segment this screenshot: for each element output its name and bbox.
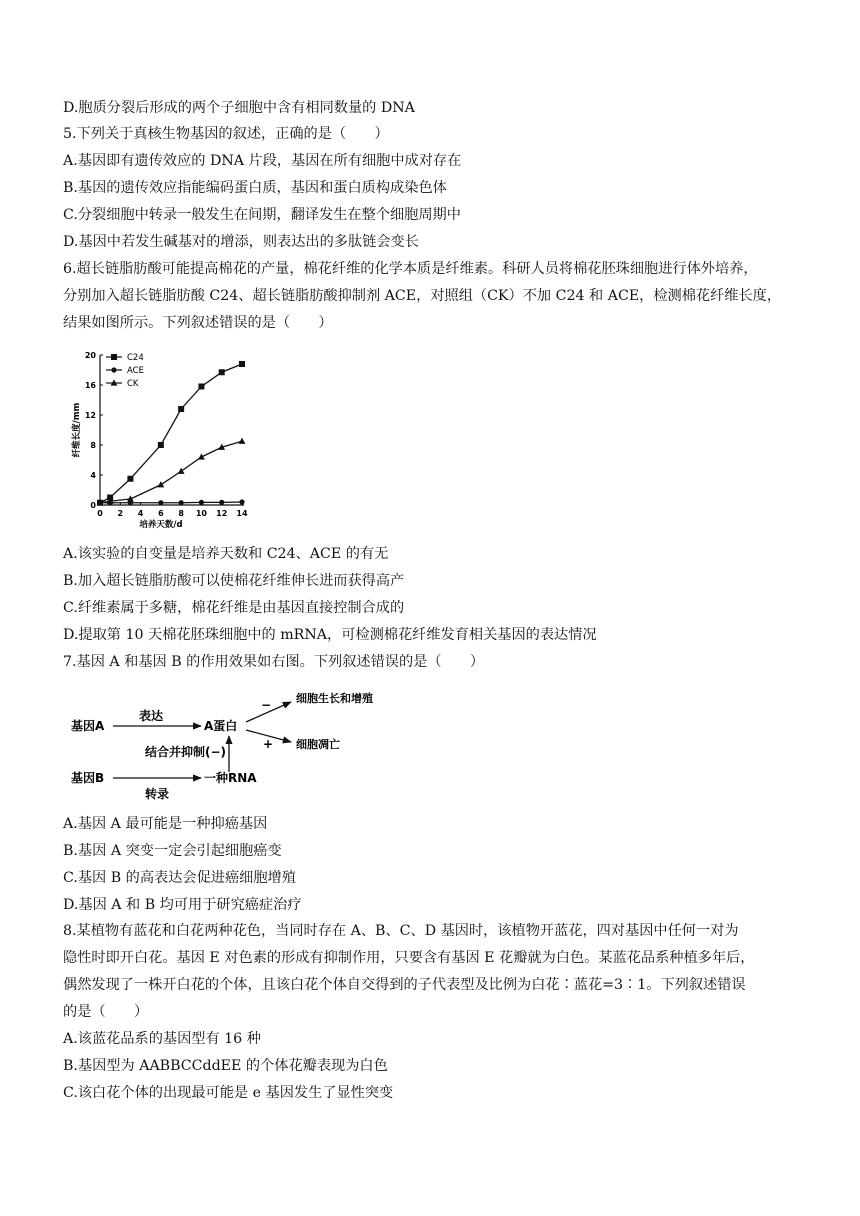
data-point <box>157 481 164 487</box>
x-axis-label: 培养天数/d <box>139 520 183 530</box>
x-tick-label: 10 <box>195 509 207 518</box>
data-point <box>219 369 225 375</box>
legend-label: ACE <box>127 366 144 376</box>
q6-stem-line3: 结果如图所示。下列叙述错误的是（ ） <box>63 315 333 331</box>
q7-stem: 7.基因 A 和基因 B 的作用效果如右图。下列叙述错误的是（ ） <box>63 654 485 670</box>
data-point <box>199 500 204 505</box>
q7-option-c: C.基因 B 的高表达会促进癌细胞增殖 <box>63 870 296 886</box>
transcription-label: 转录 <box>145 787 170 801</box>
data-point <box>239 361 245 367</box>
gene-b-label: 基因B <box>71 771 105 785</box>
q4-option-d: D.胞质分裂后形成的两个子细胞中含有相同数量的 DNA <box>63 100 415 116</box>
q7-option-d: D.基因 A 和 B 均可用于研究癌症治疗 <box>63 897 302 913</box>
q5-stem: 5.下列关于真核生物基因的叙述，正确的是（ ） <box>63 126 389 142</box>
x-tick-label: 0 <box>97 509 103 518</box>
data-point <box>178 468 185 474</box>
q8-stem-line2: 隐性时即开白花。基因 E 对色素的形成有抑制作用，只要含有基因 E 花瓣就为白色。某蓝花品系种植多年后， <box>63 950 755 966</box>
legend-label: CK <box>127 379 139 389</box>
gene-a-label: 基因A <box>71 719 105 733</box>
rna-label: 一种RNA <box>204 771 257 785</box>
y-tick-label: 4 <box>90 471 96 480</box>
x-tick-label: 8 <box>178 509 184 518</box>
data-point <box>198 384 204 390</box>
x-tick-label: 6 <box>158 509 164 518</box>
x-tick-label: 14 <box>236 509 248 518</box>
q6-stem-line2: 分别加入超长链脂肪酸 C24、超长链脂肪酸抑制剂 ACE，对照组（CK）不加 C24 和 ACE，检测棉花纤维长度， <box>63 288 782 304</box>
q8-option-c: C.该白花个体的出现最可能是 e 基因发生了显性突变 <box>63 1085 394 1101</box>
data-point <box>219 500 224 505</box>
data-point <box>158 442 164 448</box>
q7-option-b: B.基因 A 突变一定会引起细胞癌变 <box>63 843 282 859</box>
q8-stem-line4: 的是（ ） <box>63 1004 149 1020</box>
q8-stem-line3: 偶然发现了一株开白花的个体，且该白花个体自交得到的子代表型及比例为白花∶蓝花=3∶1。下列叙述错误 <box>63 977 746 993</box>
y-tick-label: 0 <box>90 501 96 510</box>
data-point <box>239 438 246 444</box>
q6-option-c: C.纤维素属于多糖，棉花纤维是由基因直接控制合成的 <box>63 600 405 616</box>
q8-option-b: B.基因型为 AABBCCddEE 的个体花瓣表现为白色 <box>63 1058 388 1074</box>
q6-stem-line1: 6.超长链脂肪酸可能提高棉花的产量，棉花纤维的化学本质是纤维素。科研人员将棉花胚珠细胞进行体外培养， <box>63 261 758 277</box>
data-point <box>179 500 184 505</box>
data-point <box>239 499 244 504</box>
y-tick-label: 20 <box>84 351 96 360</box>
q8-stem-line1: 8.某植物有蓝花和白花两种花色，当同时存在 A、B、C、D 基因时，该植物开蓝花，四对基因中任何一对为 <box>63 923 739 939</box>
y-axis-label: 纤维长度/mm <box>72 402 82 458</box>
data-point <box>158 500 163 505</box>
q5-option-c: C.分裂细胞中转录一般发生在间期，翻译发生在整个细胞周期中 <box>63 207 461 223</box>
y-tick-label: 8 <box>90 441 96 450</box>
q6-option-d: D.提取第 10 天棉花胚珠细胞中的 mRNA，可检测棉花纤维发育相关基因的表达情况 <box>63 627 597 643</box>
q6-option-b: B.加入超长链脂肪酸可以使棉花纤维伸长进而获得高产 <box>63 573 405 589</box>
series-line <box>100 441 242 503</box>
x-tick-label: 12 <box>216 509 228 518</box>
legend-label: C24 <box>127 353 144 363</box>
q5-option-a: A.基因即有遗传效应的 DNA 片段，基因在所有细胞中成对存在 <box>63 153 462 169</box>
y-tick-label: 16 <box>84 381 96 390</box>
fiber-length-chart <box>70 340 260 530</box>
x-tick-label: 4 <box>137 509 144 518</box>
q6-option-a: A.该实验的自变量是培养天数和 C24、ACE 的有无 <box>63 546 389 562</box>
legend-entry <box>106 353 144 363</box>
data-point <box>111 354 117 360</box>
gene-action-diagram <box>63 682 433 802</box>
plus-sign: + <box>263 737 274 751</box>
inhibit-label: 结合并抑制(−) <box>145 745 227 759</box>
data-point <box>111 367 116 372</box>
growth-label: 细胞生长和增殖 <box>296 692 373 705</box>
q5-option-d: D.基因中若发生碱基对的增添，则表达出的多肽链会变长 <box>63 234 419 250</box>
data-point <box>127 476 133 482</box>
minus-sign: − <box>261 698 272 712</box>
q7-option-a: A.基因 A 最可能是一种抑癌基因 <box>63 816 268 832</box>
q5-option-b: B.基因的遗传效应指能编码蛋白质，基因和蛋白质构成染色体 <box>63 180 447 196</box>
legend-entry <box>106 366 144 376</box>
series-ck <box>97 438 246 506</box>
expression-label: 表达 <box>139 709 164 723</box>
data-point <box>178 406 184 412</box>
apoptosis-label: 细胞凋亡 <box>296 738 340 751</box>
x-tick-label: 2 <box>117 509 124 518</box>
protein-a-label: A蛋白 <box>204 719 238 733</box>
legend-entry <box>106 379 139 389</box>
y-tick-label: 12 <box>84 411 96 420</box>
series-line <box>100 364 242 503</box>
q8-option-a: A.该蓝花品系的基因型有 16 种 <box>63 1031 261 1047</box>
